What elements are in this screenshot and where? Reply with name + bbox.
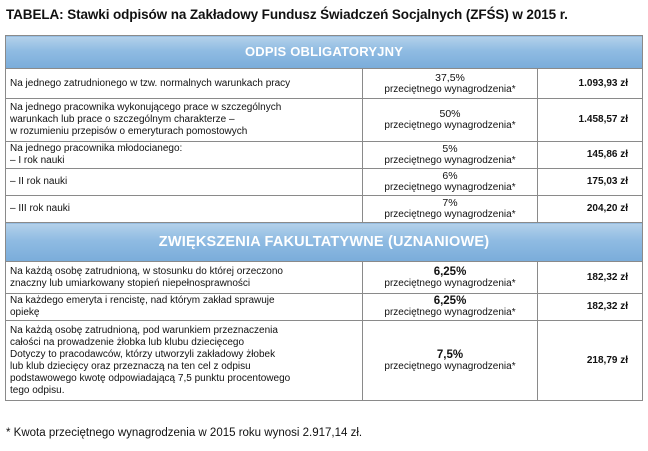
row-rate [363,142,538,169]
row-description: – III rok nauki [6,196,363,223]
section-header-row [6,36,643,69]
rate-note: przeciętnego wynagrodzenia* [384,120,516,131]
row-rate [363,69,538,99]
row-description: Na jednego zatrudnionego w tzw. normalnych warunkach pracy [6,69,363,99]
table-row [6,69,643,99]
row-rate [363,262,538,294]
row-amount: 182,32 zł [538,294,643,321]
rate-percent: 7% [442,197,458,209]
rate-percent: 5% [442,143,458,155]
table-row [6,321,643,401]
row-amount: 182,32 zł [538,262,643,294]
row-description: – II rok nauki [6,169,363,196]
row-amount: 218,79 zł [538,321,643,401]
rate-note: przeciętnego wynagrodzenia* [384,209,516,220]
rate-percent: 6% [442,170,458,182]
table-row [6,99,643,142]
table-row [6,294,643,321]
row-description: Na jednego pracownika młodocianego: – I rok nauki [6,142,363,169]
row-amount: 145,86 zł [538,142,643,169]
rate-note: przeciętnego wynagrodzenia* [384,307,516,318]
row-rate [363,196,538,223]
row-rate [363,321,538,401]
row-amount: 1.458,57 zł [538,99,643,142]
row-rate [363,99,538,142]
table-row [6,142,643,169]
row-rate [363,294,538,321]
row-amount: 175,03 zł [538,169,643,196]
row-amount: 1.093,93 zł [538,69,643,99]
rate-note: przeciętnego wynagrodzenia* [384,277,516,289]
section-header-obligatory: ODPIS OBLIGATORYJNY [6,36,643,69]
page-title: TABELA: Stawki odpisów na Zakładowy Fundusz Świadczeń Socjalnych (ZFŚS) w 2015 r. [6,7,568,22]
row-rate [363,169,538,196]
rate-percent: 6,25% [433,295,467,307]
table-row [6,262,643,294]
row-amount: 204,20 zł [538,196,643,223]
rate-note: przeciętnego wynagrodzenia* [384,83,516,95]
zfss-rates-table [5,35,643,401]
row-description: Na jednego pracownika wykonującego prace w szczególnych warunkach lub prace o szczególnym charakterze – w rozumieniu przepisów o emeryturach pomostowych [6,99,363,142]
rate-percent: 50% [439,108,461,120]
section-header-optional: ZWIĘKSZENIA FAKULTATYWNE (UZNANIOWE) [6,223,643,262]
section-header-row [6,223,643,262]
rate-note: przeciętnego wynagrodzenia* [384,155,516,166]
row-description: Na każdą osobę zatrudnioną, pod warunkiem przeznaczenia całości na prowadzenie żłobka lub klubu dziecięcego Dotyczy to pracodawców, którzy utworzyli zakładowy żłobek lub klub dziecięcy oraz przeznaczą na ten cel z odpisu podstawowego kwotę odpowiadającą 7,5 punktu procentowego tego odpisu. [6,321,363,401]
rate-percent: 7,5% [436,348,464,361]
rate-percent: 6,25% [433,265,467,278]
rate-percent: 37,5% [435,71,465,84]
row-description: Na każdą osobę zatrudnioną, w stosunku do której orzeczono znaczny lub umiarkowany stopień niepełnosprawności [6,262,363,294]
rate-note: przeciętnego wynagrodzenia* [384,182,516,193]
table-row [6,169,643,196]
rate-note: przeciętnego wynagrodzenia* [384,360,516,372]
row-description: Na każdego emeryta i rencistę, nad którym zakład sprawuje opiekę [6,294,363,321]
table-row [6,196,643,223]
footnote: * Kwota przeciętnego wynagrodzenia w 2015 roku wynosi 2.917,14 zł. [6,427,363,439]
